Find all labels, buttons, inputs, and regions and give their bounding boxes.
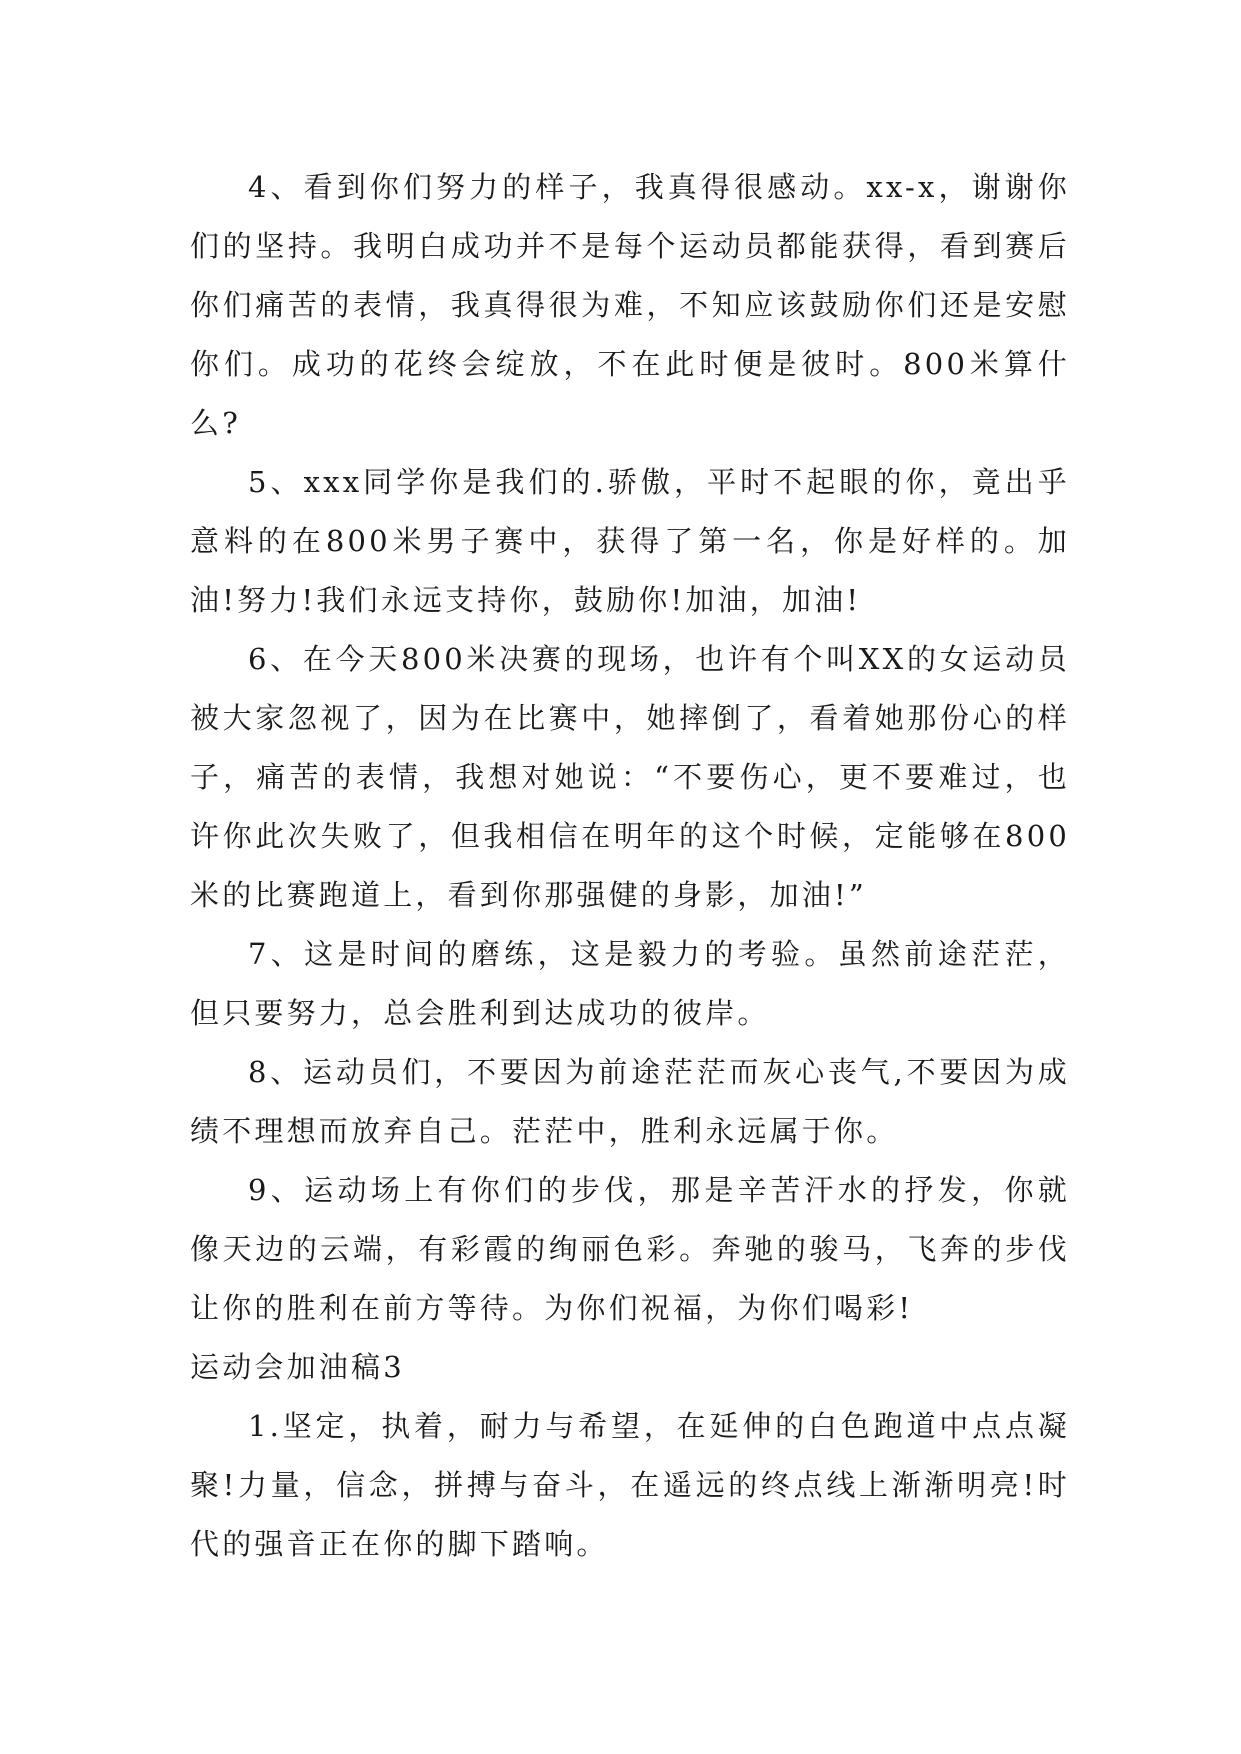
paragraph-6: 6、在今天800米决赛的现场，也许有个叫XX的女运动员被大家忽视了，因为在比赛中，她摔倒了，看着她那份心的样子，痛苦的表情，我想对她说：“不要伤心，更不要难过，也许你此次失败了，但我相信在明年的这个时候，定能够在800米的比赛跑道上，看到你那强健的身影，加油!” [190, 642, 1070, 912]
paragraph-8: 8、运动员们，不要因为前途茫茫而灰心丧气,不要因为成绩不理想而放弃自己。茫茫中，胜利永远属于你。 [190, 1055, 1070, 1148]
paragraph-9: 9、运动场上有你们的步伐，那是辛苦汗水的抒发，你就像天边的云端，有彩霞的绚丽色彩。奔驰的骏马，飞奔的步伐让你的胜利在前方等待。为你们祝福，为你们喝彩! [190, 1173, 1070, 1325]
paragraph-4: 4、看到你们努力的样子，我真得很感动。xx-x，谢谢你们的坚持。我明白成功并不是每个运动员都能获得，看到赛后你们痛苦的表情，我真得很为难，不知应该鼓励你们还是安慰你们。成功的花终会绽放，不在此时便是彼时。800米算什么? [190, 170, 1070, 440]
paragraph-5: 5、xxx同学你是我们的.骄傲，平时不起眼的你，竟出乎意料的在800米男子赛中，获得了第一名，你是好样的。加油!努力!我们永远支持你，鼓励你!加油，加油! [190, 465, 1070, 617]
section-heading: 运动会加油稿3 [190, 1350, 405, 1384]
document-body [190, 158, 1070, 1574]
paragraph-7: 7、这是时间的磨练，这是毅力的考验。虽然前途茫茫，但只要努力，总会胜利到达成功的彼岸。 [190, 937, 1070, 1030]
section-paragraph-1: 1.坚定，执着，耐力与希望，在延伸的白色跑道中点点凝聚!力量，信念，拼搏与奋斗，在遥远的终点线上渐渐明亮!时代的强音正在你的脚下踏响。 [190, 1409, 1070, 1561]
